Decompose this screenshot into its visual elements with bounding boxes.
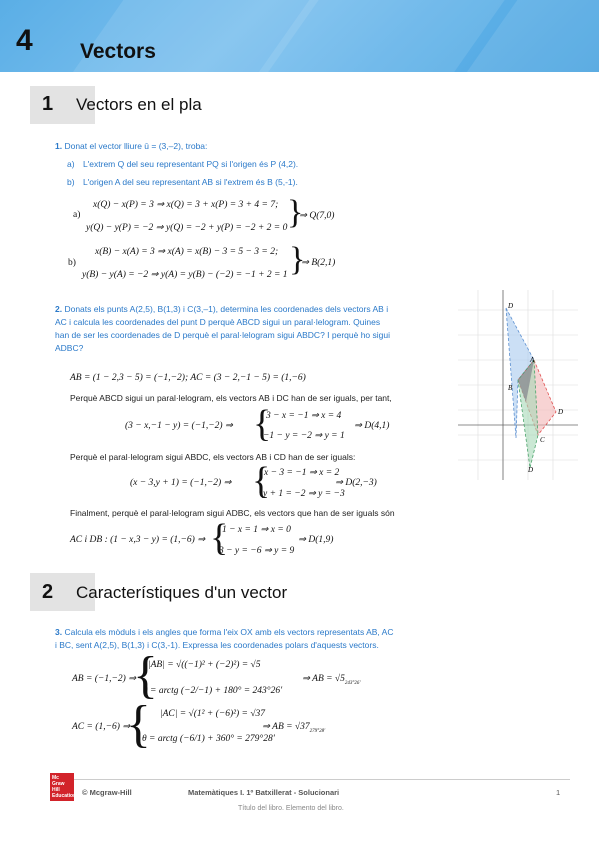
equation-left: AB = (−1,−2) ⇒ (72, 674, 137, 684)
paragraph: Perquè ABCD sigui un paral·lelogram, els vectors AB i DC han de ser iguals, per tant, (70, 393, 392, 403)
question-3 (55, 626, 455, 652)
brace-icon: } (289, 241, 306, 278)
equation-result: ⇒ D(4,1) (354, 421, 390, 431)
brace-icon: } (287, 194, 304, 231)
result-subscript: 243°26' (344, 680, 361, 686)
system-line: θ = arctg (−6/1) + 360° = 279°28' (142, 734, 275, 744)
chapter-title: Vectors (80, 40, 156, 63)
equation-line: x(Q) − x(P) = 3 ⇒ x(Q) = 3 + x(P) = 3 + 4 = 7; (93, 200, 279, 210)
equation-result: ⇒ B(2,1) (301, 258, 336, 268)
question-number: 3. (55, 627, 63, 637)
system-line: 1 − x = 1 ⇒ x = 0 (222, 525, 291, 535)
equation-left: AC = (1,−6) ⇒ (72, 722, 131, 732)
footer-book-title: Matemàtiques I. 1º Batxillerat - Solucionari (188, 788, 340, 797)
footer-divider (50, 779, 570, 780)
system-line: 3 − x = −1 ⇒ x = 4 (266, 411, 342, 421)
system-line: y + 1 = −2 ⇒ y = −3 (263, 489, 345, 499)
section-title: Característiques d'un vector (76, 583, 288, 602)
question-number: 1. (55, 141, 63, 151)
equation-line: x(B) − x(A) = 3 ⇒ x(A) = x(B) − 3 = 5 − 3 = 2; (95, 247, 279, 257)
result-subscript: 279°28' (309, 728, 326, 734)
section-title: Vectors en el pla (76, 95, 202, 114)
parallelogram-figure (458, 290, 578, 480)
brace-icon: { (252, 460, 271, 502)
paragraph: Finalment, perquè el paral·lelogram sigui ADBC, els vectors que han de ser iguals són (70, 508, 395, 518)
equation-line: y(Q) − y(P) = −2 ⇒ y(Q) = −2 + y(P) = −2 + 2 = 0 (86, 223, 288, 233)
brace-icon: { (210, 517, 229, 559)
point-label: B (508, 384, 513, 392)
system-line: |AB| = √((−1)² + (−2)²) = √5 (148, 660, 261, 670)
system-line: x − 3 = −1 ⇒ x = 2 (264, 468, 340, 478)
result-text: ⇒ AB = √5 (302, 674, 345, 684)
section-number: 1 (42, 93, 54, 115)
question-number: 2. (55, 304, 63, 314)
footer-publisher: © Mcgraw-Hill (82, 788, 132, 797)
equation-left: (3 − x,−1 − y) = (−1,−2) ⇒ (125, 421, 233, 431)
question-2 (55, 303, 460, 355)
result-text: ⇒ AB = √37 (262, 722, 310, 732)
question-text-line: Calcula els mòduls i els angles que forma l'eix OX amb els vectors representats AB, AC (64, 627, 394, 637)
brace-icon: { (133, 647, 158, 704)
point-label: D (528, 466, 534, 474)
point-label: A (530, 356, 535, 364)
item-label: a) (67, 159, 75, 169)
equation-left: (x − 3,y + 1) = (−1,−2) ⇒ (130, 478, 232, 488)
brace-icon: { (253, 403, 272, 445)
footer-subtitle: Título del libro. Elemento del libro. (238, 805, 344, 812)
question-text-line: AC i calcula les coordenades del punt D perquè ABCD sigui un paral·lelogram. Quines (55, 317, 381, 327)
system-line: θ = arctg (−2/−1) + 180° = 243°26' (143, 686, 283, 696)
item-b (67, 176, 298, 189)
system-line: 3 − y = −6 ⇒ y = 9 (219, 546, 295, 556)
equation-left: AC i DB : (1 − x,3 − y) = (1,−6) ⇒ (70, 535, 206, 545)
question-text-line: i BC, sent A(2,5), B(1,3) i C(3,-1). Expressa les coordenades polars d'aquests vectors. (55, 640, 379, 650)
point-label: D (558, 408, 564, 416)
paragraph: Perquè el paral·lelogram sigui ABDC, els vectors AB i CD han de ser iguals: (70, 452, 356, 462)
equation-result (302, 673, 360, 686)
equation-result: ⇒ D(2,−3) (335, 478, 377, 488)
equation-line: y(B) − y(A) = −2 ⇒ y(A) = y(B) − (−2) = −1 + 2 = 1 (82, 270, 288, 280)
item-a (67, 158, 298, 171)
system-line: |AC| = √(1² + (−6)²) = √37 (160, 709, 266, 719)
equation-result (262, 721, 325, 734)
point-label: D (508, 302, 514, 310)
chapter-number: 4 (16, 24, 33, 57)
point-label: C (540, 436, 545, 444)
question-text-line: ADBC? (55, 343, 84, 353)
answer-label: b) (68, 258, 76, 268)
question-text: Donat el vector lliure ū = (3,–2), troba: (64, 141, 208, 151)
item-text: L'origen A del seu representant AB si l'extrem és B (5,-1). (82, 177, 298, 187)
equation-result: ⇒ Q(7,0) (299, 211, 335, 221)
footer-page-number: 1 (556, 788, 561, 797)
question-text-line: han de ser les coordenades de D perquè el paral·lelogram sigui ABDC? I perquè ho sigui (55, 330, 391, 340)
section-number: 2 (42, 581, 54, 603)
equation-result: ⇒ D(1,9) (298, 535, 334, 545)
brace-icon: { (126, 696, 151, 753)
answer-label: a) (73, 210, 81, 220)
system-line: −1 − y = −2 ⇒ y = 1 (263, 431, 345, 441)
item-text: L'extrem Q del seu representant PQ si l'origen és P (4,2). (82, 159, 299, 169)
question-text-line: Donats els punts A(2,5), B(1,3) i C(3,–1), determina les coordenades dels vectors AB i (64, 304, 389, 314)
question-1 (55, 140, 207, 153)
publisher-logo: Mc Graw Hill Education (52, 775, 77, 799)
item-label: b) (67, 177, 75, 187)
equation-line: AB = (1 − 2,3 − 5) = (−1,−2); AC = (3 − 2,−1 − 5) = (1,−6) (70, 373, 306, 383)
